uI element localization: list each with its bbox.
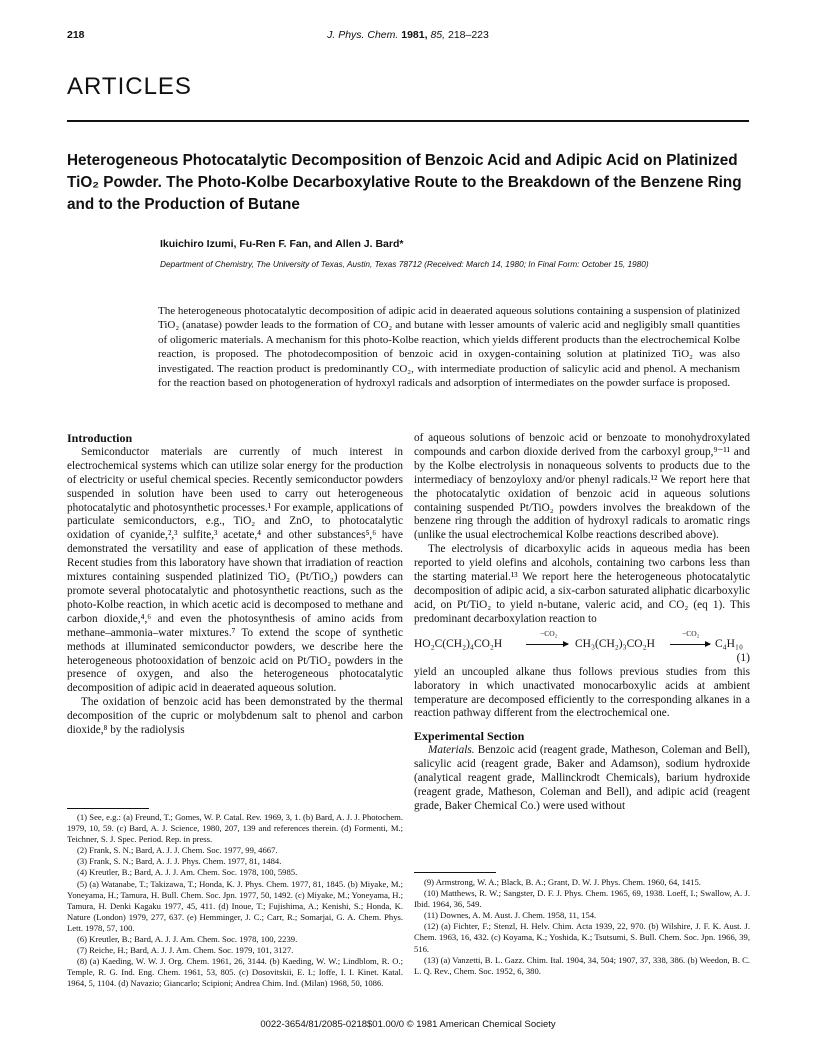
- footnotes-right: [414, 877, 750, 977]
- materials-label: Materials.: [428, 744, 475, 757]
- left-column: [67, 432, 403, 738]
- footnote: (13) (a) Vanzetti, B. L. Gazz. Chim. Ital. 1904, 34, 504; 1907, 37, 338, 386. (b) Weedon, B. C. L. Q. Rev., Chem. Soc. 1952, 6, 380.: [414, 954, 750, 976]
- right-column: [414, 432, 750, 814]
- authors: Ikuichiro Izumi, Fu-Ren F. Fan, and Allen J. Bard*: [160, 238, 404, 250]
- eq-intermediate: CH₃(CH₂)₃CO₂H: [575, 637, 655, 650]
- eq-arrow2: [670, 644, 710, 645]
- page-number: 218: [67, 29, 85, 41]
- right-paragraph-3: yield an uncoupled alkane thus follows previous studies from this laboratory in which unactivated monocarboxylic acids at ambient temperature are decomposed efficiently to the corresponding alkanes in a reaction pathway different from the electrochemical one.: [414, 665, 750, 720]
- experimental-heading: Experimental Section: [414, 729, 525, 744]
- eq-product: C₄H₁₀: [715, 637, 744, 650]
- journal-year: 1981,: [401, 29, 428, 41]
- footnote: (7) Reiche, H.; Bard, A. J. J. Am. Chem. Soc. 1979, 101, 3127.: [77, 945, 294, 956]
- footnote-rule-right: [414, 872, 496, 873]
- abstract: The heterogeneous photocatalytic decomposition of adipic acid in deaerated aqueous solutions containing a suspension of platinized TiO₂ (anatase) powder leads to the formation of CO₂ and butane with lesser amounts of valeric acid and negligibly small quantities of oligomeric materials. A mechanism for this photo-Kolbe reaction, which yields different products than the electrochemical Kolbe reaction, is proposed. The photodecomposition of benzoic acid in oxygen-containing solution at platinized TiO₂ was also investigated. The reaction product is predominantly CO₂, with intermediate production of salicylic acid and phenol. A mechanism for the reaction based on photogeneration of hydroxyl radicals and adsorption of intermediates on the powder surface is proposed.: [158, 305, 740, 390]
- footnote: (9) Armstrong, W. A.; Black, B. A.; Grant, D. W. J. Phys. Chem. 1960, 64, 1415.: [424, 877, 701, 887]
- eq-reactant: HO₂C(CH₂)₄CO₂H: [414, 637, 503, 650]
- footnote: (1) See, e.g.: (a) Freund, T.; Gomes, W. P. Catal. Rev. 1969, 3, 1. (b) Bard, A. J. J. Photochem. 1979, 10, 59. (c) Bard, A. J. Science, 1980, 207, 139 and references therein. (d) Formenti, M.; Teichner, S. J. Spec. Period. Rep. in press.: [67, 812, 403, 845]
- journal-volume: 85,: [430, 29, 446, 41]
- journal-pages: 218–223: [447, 29, 489, 41]
- footnote: (3) Frank, S. N.; Bard, A. J. J. Phys. Chem. 1977, 81, 1484.: [77, 856, 282, 867]
- footnote: (11) Downes, A. M. Aust. J. Chem. 1958, 11, 154.: [424, 910, 597, 921]
- affiliation: Department of Chemistry, The University of Texas, Austin, Texas 78712 (Received: March 14, 1980; In Final Form: October 15, 1980): [160, 259, 649, 269]
- section-heading: ARTICLES: [67, 73, 192, 100]
- eq-arrow2-label: −CO₂: [682, 628, 700, 638]
- footnote: (5) (a) Watanabe, T.; Takizawa, T.; Honda, K. J. Phys. Chem. 1977, 81, 1845. (b) Miyake, M.; Yoneyama, H.; Tamura, H. Bull. Chem. Soc. Jpn. 1977, 50, 1492. (c) Miyake, M.; Yoneyama, H.; Tamura, H. Denki Kagaku 1977, 45, 411. (d) Inoue, T.; Fujishima, A.; Kenishi, S.; Honda, K. Nature (London) 1979, 277, 637. (e) Hemminger, J. C.; Carr, R.; Somarjai, G. A. Chem. Phys. Lett. 1978, 57, 100.: [67, 878, 403, 933]
- header-rule: [67, 120, 749, 122]
- footnote: (12) (a) Fichter, F.; Stenzl, H. Helv. Chim. Acta 1939, 22, 970. (b) Wilshire, J. F. K. Aust. J. Chem. 1963, 16, 432. (c) Koyama, K.; Yoshida, K.; Tsutsumi, S. Bull. Chem. Soc. Jpn. 1966, 39, 516.: [414, 921, 750, 954]
- intro-paragraph-2: The oxidation of benzoic acid has been demonstrated by the thermal decomposition of the cupric or molybdenum salt to phenol and carbon dioxide,⁸ by the radiolysis: [67, 696, 403, 737]
- equation-1: [414, 630, 750, 664]
- journal-name: J. Phys. Chem.: [327, 29, 399, 41]
- footnote: (10) Matthews, R. W.; Sangster, D. F. J. Phys. Chem. 1965, 69, 1938. Loeff, I.; Swallow, A. J. Ibid. 1964, 36, 549.: [414, 888, 750, 910]
- right-paragraph-1: of aqueous solutions of benzoic acid or benzoate to monohydroxylated compounds and carbon dioxide derived from the carboxyl group,⁹⁻¹¹ and by the Kolbe electrolysis in nonaqueous solvents to products due to the intermediacy of benzoyloxy and/or phenyl radicals.¹² We report here that the photocatalytic oxidation of benzoic acid in aqueous solutions containing suspended Pt/TiO₂ powders involves the breakdown of the benzene ring through the addition of hydroxyl radicals to aromatic rings (unlike the usual electrochemical Kolbe reactions described above).: [414, 432, 750, 542]
- eq-number: (1): [736, 651, 750, 664]
- article-title: Heterogeneous Photocatalytic Decomposition of Benzoic Acid and Adipic Acid on Platinized TiO₂ Powder. The Photo-Kolbe Decarboxylative Route to the Breakdown of the Benzene Ring and to the Production of Butane: [67, 152, 742, 213]
- right-paragraph-2: The electrolysis of dicarboxylic acids in aqueous media has been reported to yield olefins and alcohols, containing two carbons less than the starting material.¹³ We report here the heterogeneous photocatalytic decomposition of adipic acid, a six-carbon saturated aliphatic dicarboxylic acid, on Pt/TiO₂ to yield n-butane, valeric acid, and CO₂ (eq 1). This predominant decarboxylation reaction to: [414, 543, 750, 625]
- footnote: (2) Frank, S. N.; Bard, A. J. J. Chem. Soc. 1977, 99, 4667.: [77, 845, 278, 856]
- eq-arrow1-label: −CO₂: [540, 628, 558, 638]
- introduction-heading: Introduction: [67, 431, 133, 445]
- footnote-rule-left: [67, 808, 149, 809]
- footnote: (6) Kreutler, B.; Bard, A. J. J. Am. Chem. Soc. 1978, 100, 2239.: [77, 934, 298, 945]
- materials-text: Benzoic acid (reagent grade, Matheson, Coleman and Bell), salicylic acid (reagent grade, Baker and Adamson), sodium hydroxide (analytical reagent grade, Mallinckrodt Chemicals), barium hydroxide (reagent grade, Matheson, Coleman and Bell), and adipic acid (reagent grade, Baker Chemical Co.) were used without: [414, 744, 750, 812]
- footnotes-left: [67, 812, 403, 990]
- footnote: (8) (a) Kaeding, W. W. J. Org. Chem. 1961, 26, 3144. (b) Kaeding, W. W.; Lindblom, R. O.; Temple, R. G. Ind. Eng. Chem. 1961, 53, 805. (c) Dosovitskii, E. I.; Ioffe, I. I. Kinet. Katal. 1964, 5, 1104. (d) Navazio; Giancarlo; Scipioni; Andrea Chim. Ind. (Milan) 1968, 50, 1086.: [67, 956, 403, 989]
- intro-paragraph-1: Semiconductor materials are currently of much interest in electrochemical systems which can utilize solar energy for the production of electricity or useful chemical species. Recently semiconductor powders suspended in solution have been used to carry out heterogeneous photocatalytic and photosynthetic processes.¹ For example, applications of particulate semiconductors, e.g., TiO₂ and ZnO, to photocatalytic oxidation of cyanide,²,³ sulfite,³ acetate,⁴ and other substances⁵,⁶ have demonstrated the versatility and ease of application of these methods. Recent studies from this laboratory have shown that irradiation of reaction mixtures containing suspended platinized TiO₂ (Pt/TiO₂) powders can promote several photocatalytic and photosynthetic reactions, such as the photo-Kolbe reaction, in which acetic acid is decomposed to methane and carbon dioxide,⁴,⁶ and even the photosynthesis of amino acids from methane–ammonia–water mixtures.⁷ To extend the scope of synthetic methods at illuminated semiconductor powders, we describe here the heterogeneous photooxidation of benzoic acid on Pt/TiO₂ powders in the presence of oxygen, and also the heterogeneous photocatalytic decomposition of adipic acid in deaerated aqueous solution.: [67, 445, 403, 695]
- copyright-footer: 0022-3654/81/2085-0218$01.00/0 © 1981 American Chemical Society: [260, 1019, 556, 1030]
- eq-arrow1: [526, 644, 568, 645]
- footnote: (4) Kreutler, B.; Bard, A. J. J. Am. Chem. Soc. 1978, 100, 5985.: [77, 867, 298, 878]
- running-head: [0, 29, 816, 41]
- materials-paragraph: [414, 744, 750, 814]
